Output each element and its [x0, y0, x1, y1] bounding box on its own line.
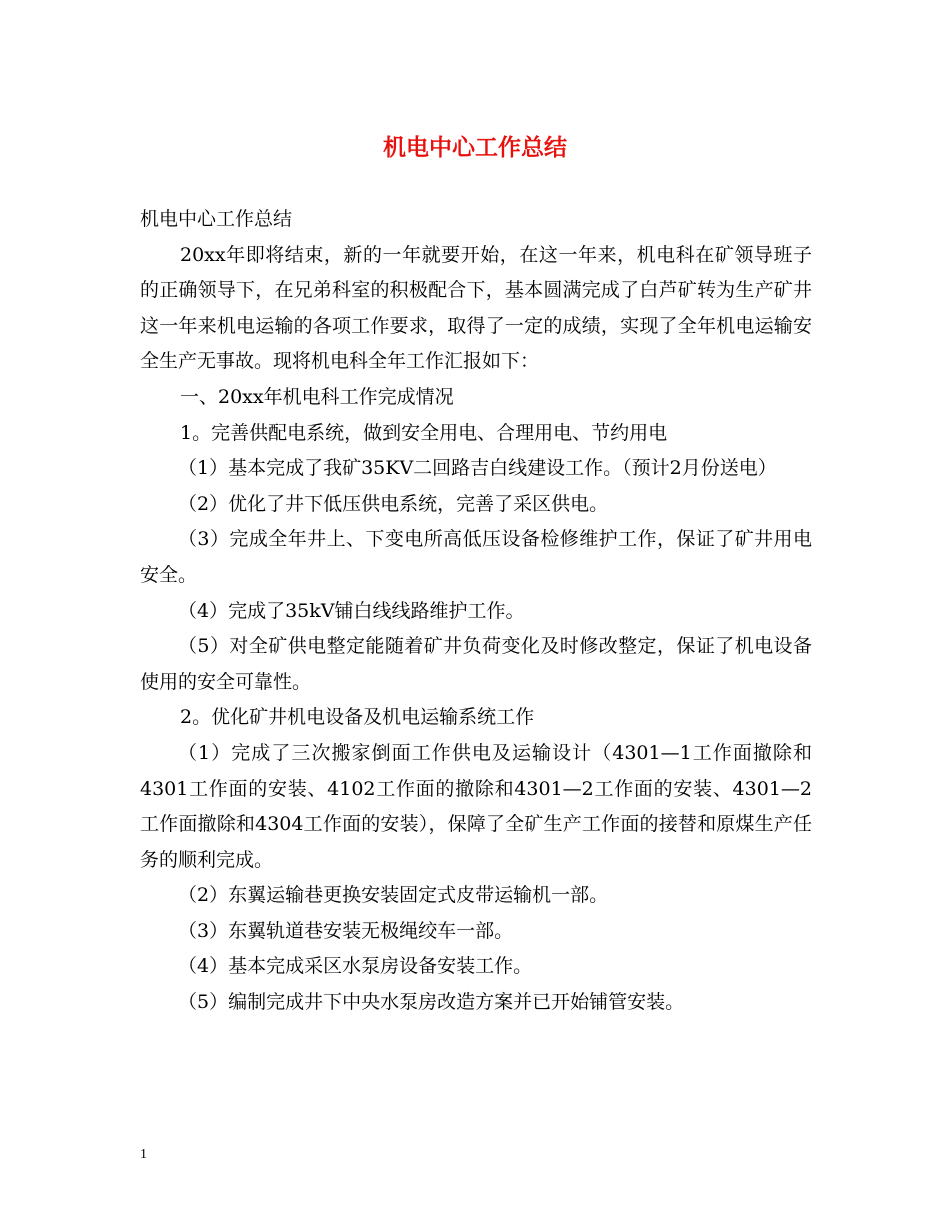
item-heading-1: 1。完善供配电系统，做到安全用电、合理用电、节约用电 [180, 421, 668, 444]
item-2-point-1: （1）完成了三次搬家倒面工作供电及运输设计（4301—1工作面撤除和4301工作面的安装、4102工作面的撤除和4301—2工作面的安装、4301—2工作面撤除和4304工作面的安装），保障了全矿生产工作面的接替和原煤生产任务的顺利完成。 [140, 741, 812, 871]
document-body [140, 202, 812, 1021]
item-1-point-3: （3）完成全年井上、下变电所高低压设备检修维护工作，保证了矿井用电安全。 [140, 528, 812, 586]
item-heading-2: 2。优化矿井机电设备及机电运输系统工作 [180, 706, 535, 729]
item-1-point-2: （2）优化了井下低压供电系统，完善了采区供电。 [178, 492, 609, 515]
item-2-point-2: （2）东翼运输巷更换安装固定式皮带运输机一部。 [178, 884, 609, 907]
item-2-point-4: （4）基本完成采区水泵房设备安装工作。 [178, 955, 533, 978]
item-1-point-1: （1）基本完成了我矿35KV二回路吉白线建设工作。（预计2月份送电） [178, 457, 777, 480]
item-1-point-4: （4）完成了35kV铺白线线路维护工作。 [178, 599, 525, 622]
intro-paragraph: 20xx年即将结束，新的一年就要开始，在这一年来，机电科在矿领导班子的正确领导下，在兄弟科室的积极配合下，基本圆满完成了白芦矿转为生产矿井这一年来机电运输的各项工作要求，取得了一定的成绩，实现了全年机电运输安全生产无事故。现将机电科全年工作汇报如下： [140, 243, 812, 373]
item-2-point-5: （5）编制完成井下中央水泵房改造方案并已开始铺管安装。 [178, 991, 685, 1014]
item-2-point-3: （3）东翼轨道巷安装无极绳绞车一部。 [178, 919, 514, 942]
page-number: 1 [140, 1147, 147, 1162]
subtitle: 机电中心工作总结 [140, 208, 293, 230]
section-heading: 一、20xx年机电科工作完成情况 [180, 385, 454, 408]
item-1-point-5: （5）对全矿供电整定能随着矿井负荷变化及时修改整定，保证了机电设备使用的安全可靠性。 [140, 635, 812, 693]
document-title: 机电中心工作总结 [383, 135, 567, 161]
